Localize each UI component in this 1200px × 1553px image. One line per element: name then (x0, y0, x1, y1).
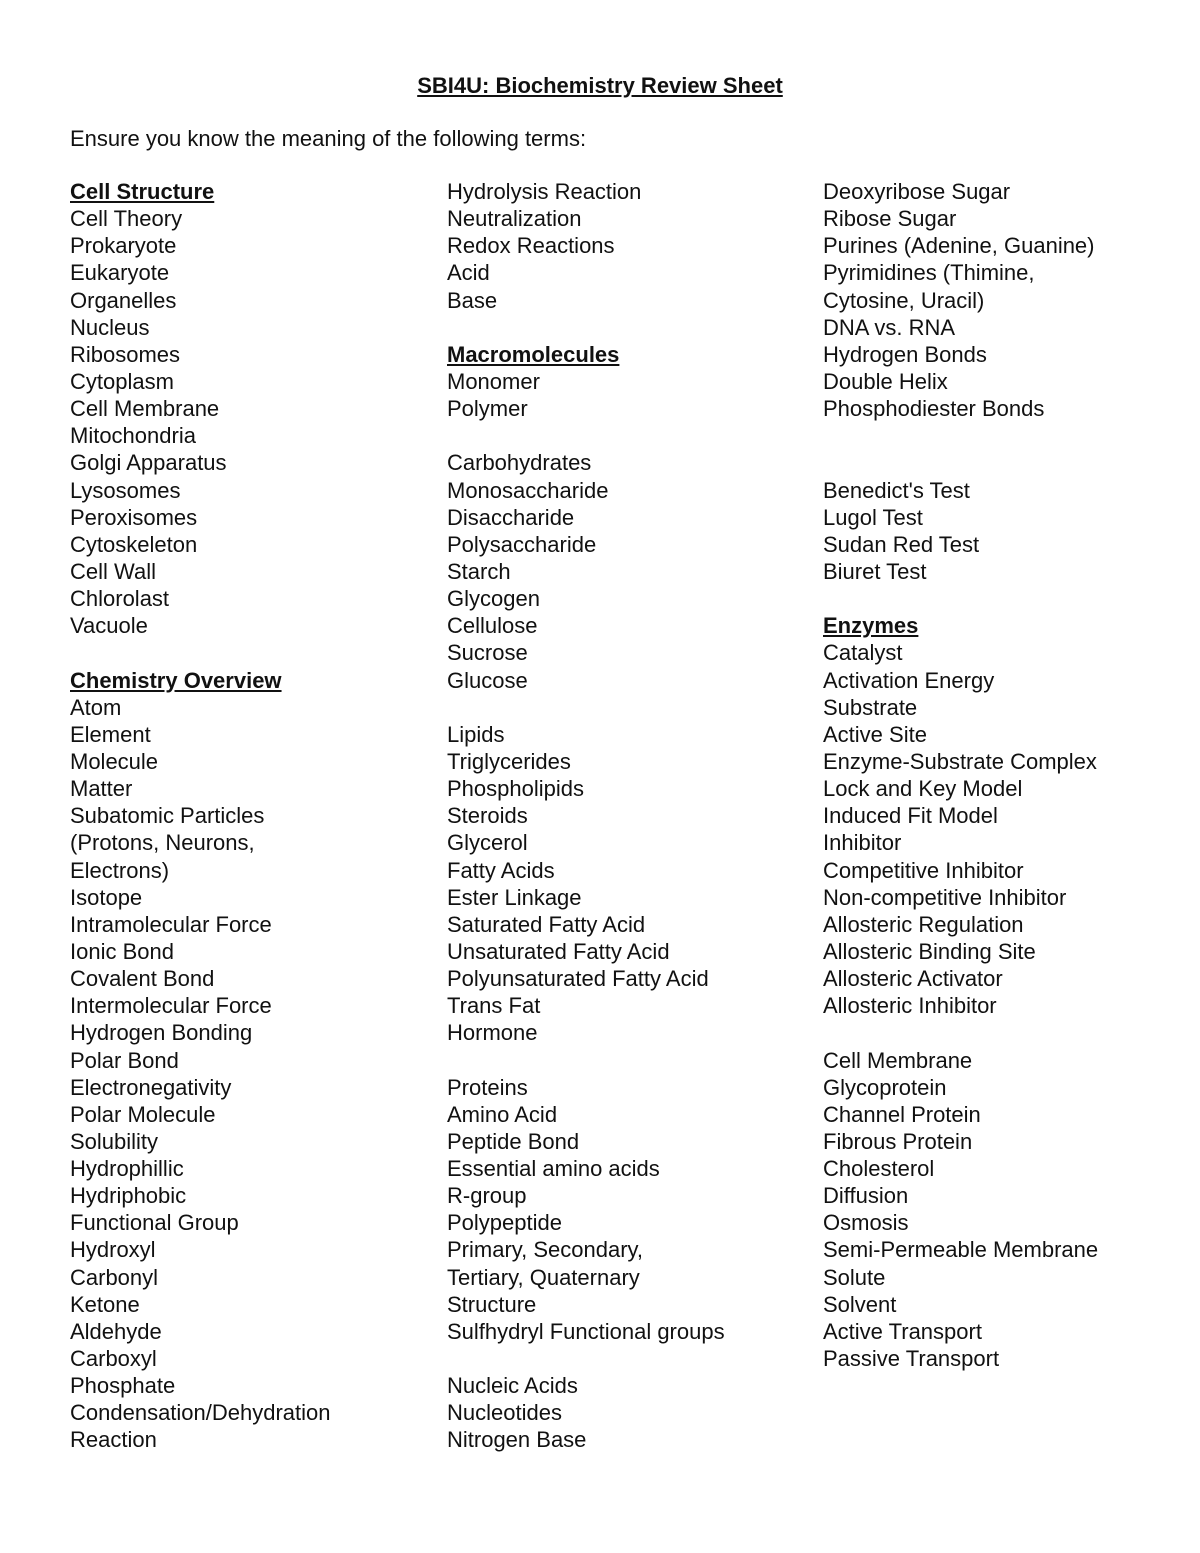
term-item: Sudan Red Test (823, 531, 980, 557)
term-item: Prokaryote (70, 233, 177, 259)
term-item: Hydrogen Bonding (70, 1020, 253, 1046)
blank-line (447, 1047, 725, 1074)
term-item: Steroids (447, 803, 528, 829)
term-item: Cholesterol (823, 1156, 935, 1182)
term-item: Hydroxyl (70, 1237, 156, 1263)
term-item: DNA vs. RNA (823, 314, 956, 340)
term-item: Monosaccharide (447, 477, 609, 503)
term-item: Nucleic Acids (447, 1373, 578, 1399)
term-item: Peptide Bond (447, 1128, 580, 1154)
term-item: Benedict's Test (823, 477, 970, 503)
term-item: Cytoplasm (70, 368, 174, 394)
term-item: Eukaryote (70, 260, 170, 286)
term-item: Cell Membrane (70, 396, 220, 422)
blank-line (70, 639, 331, 666)
term-item: Glycoprotein (823, 1074, 947, 1100)
section-heading: Macromolecules (447, 341, 620, 367)
blank-line (823, 422, 1098, 449)
term-item: Intramolecular Force (70, 911, 272, 937)
term-item: Reaction (70, 1427, 157, 1453)
term-item: Activation Energy (823, 667, 995, 693)
term-item: Electronegativity (70, 1074, 232, 1100)
intro-text: Ensure you know the meaning of the following terms: (70, 126, 587, 151)
term-item: Solubility (70, 1128, 159, 1154)
blank-line (447, 314, 725, 341)
term-item: Cytoskeleton (70, 531, 198, 557)
term-item: Polysaccharide (447, 531, 597, 557)
term-item: Subatomic Particles (70, 803, 265, 829)
term-item: Ketone (70, 1291, 140, 1317)
term-item: Trans Fat (447, 993, 541, 1019)
term-item: Deoxyribose Sugar (823, 179, 1011, 204)
term-item: Allosteric Activator (823, 966, 1003, 992)
term-item: Glycogen (447, 586, 540, 612)
term-item: Sucrose (447, 640, 528, 666)
term-item: Polar Molecule (70, 1101, 216, 1127)
term-item: Covalent Bond (70, 966, 215, 992)
term-item: Active Transport (823, 1318, 982, 1344)
blank-line (823, 449, 1098, 476)
blank-line (823, 1019, 1098, 1046)
term-item: Catalyst (823, 640, 903, 666)
term-item: Polar Bond (70, 1047, 179, 1073)
blank-line (823, 585, 1098, 612)
term-item: Essential amino acids (447, 1156, 660, 1182)
term-item: Ester Linkage (447, 884, 582, 910)
term-item: Fatty Acids (447, 857, 555, 883)
term-column-2 (447, 178, 725, 1454)
term-item: Lock and Key Model (823, 776, 1023, 802)
term-item: Fibrous Protein (823, 1128, 973, 1154)
term-item: Carbohydrates (447, 450, 592, 476)
term-item: Osmosis (823, 1210, 909, 1236)
term-item: Chlorolast (70, 586, 170, 612)
term-item: Ribosomes (70, 341, 181, 367)
term-item: Carbonyl (70, 1264, 159, 1290)
term-item: Sulfhydryl Functional groups (447, 1318, 725, 1344)
term-item: Allosteric Inhibitor (823, 993, 997, 1019)
term-item: Biuret Test (823, 558, 927, 584)
term-item: Lysosomes (70, 477, 181, 503)
term-item: Amino Acid (447, 1101, 558, 1127)
term-item: Mitochondria (70, 423, 196, 449)
term-item: (Protons, Neurons, (70, 830, 255, 856)
term-item: Acid (447, 260, 490, 286)
page-title: SBI4U: Biochemistry Review Sheet (417, 73, 783, 98)
term-item: Hydrogen Bonds (823, 341, 987, 367)
term-item: Cell Wall (70, 558, 156, 584)
term-item: Polymer (447, 396, 528, 422)
term-item: Solute (823, 1264, 886, 1290)
section-heading: Enzymes (823, 613, 919, 639)
term-item: Hydrolysis Reaction (447, 179, 642, 204)
term-item: Double Helix (823, 368, 948, 394)
term-item: Active Site (823, 721, 927, 747)
term-item: Nucleotides (447, 1400, 562, 1426)
term-item: Semi-Permeable Membrane (823, 1237, 1099, 1263)
term-item: Competitive Inhibitor (823, 857, 1024, 883)
term-item: Diffusion (823, 1183, 909, 1209)
term-item: Ribose Sugar (823, 206, 957, 232)
term-item: Primary, Secondary, (447, 1237, 644, 1263)
term-item: R-group (447, 1183, 527, 1209)
term-item: Solvent (823, 1291, 897, 1317)
term-item: Organelles (70, 287, 177, 313)
term-item: Starch (447, 558, 511, 584)
term-item: Aldehyde (70, 1318, 162, 1344)
term-item: Cytosine, Uracil) (823, 287, 985, 313)
term-item: Non-competitive Inhibitor (823, 884, 1067, 910)
term-item: Lipids (447, 721, 505, 747)
term-item: Proteins (447, 1074, 528, 1100)
term-item: Cellulose (447, 613, 538, 639)
term-item: Unsaturated Fatty Acid (447, 938, 670, 964)
term-item: Cell Theory (70, 206, 183, 232)
term-item: Pyrimidines (Thimine, (823, 260, 1035, 286)
term-item: Phosphodiester Bonds (823, 396, 1045, 422)
term-item: Disaccharide (447, 504, 575, 530)
term-column-1 (70, 178, 331, 1454)
term-item: Allosteric Binding Site (823, 938, 1036, 964)
term-item: Atom (70, 694, 122, 720)
term-item: Base (447, 287, 498, 313)
term-item: Purines (Adenine, Guanine) (823, 233, 1095, 259)
blank-line (447, 1345, 725, 1372)
term-item: Golgi Apparatus (70, 450, 227, 476)
term-item: Polypeptide (447, 1210, 562, 1236)
term-item: Phosphate (70, 1373, 176, 1399)
term-item: Nucleus (70, 314, 150, 340)
term-item: Redox Reactions (447, 233, 615, 259)
term-item: Element (70, 721, 151, 747)
term-item: Phospholipids (447, 776, 584, 802)
term-item: Substrate (823, 694, 918, 720)
term-item: Electrons) (70, 857, 170, 883)
term-item: Glycerol (447, 830, 528, 856)
term-item: Induced Fit Model (823, 803, 998, 829)
section-heading: Chemistry Overview (70, 667, 282, 693)
term-item: Functional Group (70, 1210, 239, 1236)
term-item: Channel Protein (823, 1101, 981, 1127)
term-item: Hormone (447, 1020, 538, 1046)
term-item: Neutralization (447, 206, 582, 232)
term-item: Hydriphobic (70, 1183, 187, 1209)
term-item: Inhibitor (823, 830, 902, 856)
blank-line (447, 422, 725, 449)
term-item: Vacuole (70, 613, 148, 639)
term-item: Cell Membrane (823, 1047, 973, 1073)
term-item: Peroxisomes (70, 504, 198, 530)
term-item: Hydrophillic (70, 1156, 184, 1182)
term-item: Allosteric Regulation (823, 911, 1024, 937)
term-item: Glucose (447, 667, 528, 693)
term-column-3 (823, 178, 1098, 1372)
term-item: Triglycerides (447, 748, 571, 774)
term-item: Ionic Bond (70, 938, 174, 964)
term-item: Polyunsaturated Fatty Acid (447, 966, 709, 992)
term-item: Molecule (70, 748, 159, 774)
term-item: Nitrogen Base (447, 1427, 587, 1453)
term-item: Passive Transport (823, 1346, 1000, 1372)
term-item: Lugol Test (823, 504, 923, 530)
term-item: Tertiary, Quaternary (447, 1264, 640, 1290)
term-item: Saturated Fatty Acid (447, 911, 646, 937)
blank-line (447, 694, 725, 721)
term-item: Carboxyl (70, 1346, 157, 1372)
term-item: Isotope (70, 884, 143, 910)
term-item: Intermolecular Force (70, 993, 272, 1019)
term-item: Monomer (447, 368, 540, 394)
term-item: Enzyme-Substrate Complex (823, 748, 1097, 774)
term-item: Structure (447, 1291, 537, 1317)
section-heading: Cell Structure (70, 179, 215, 204)
term-item: Condensation/Dehydration (70, 1400, 331, 1426)
term-item: Matter (70, 776, 133, 802)
